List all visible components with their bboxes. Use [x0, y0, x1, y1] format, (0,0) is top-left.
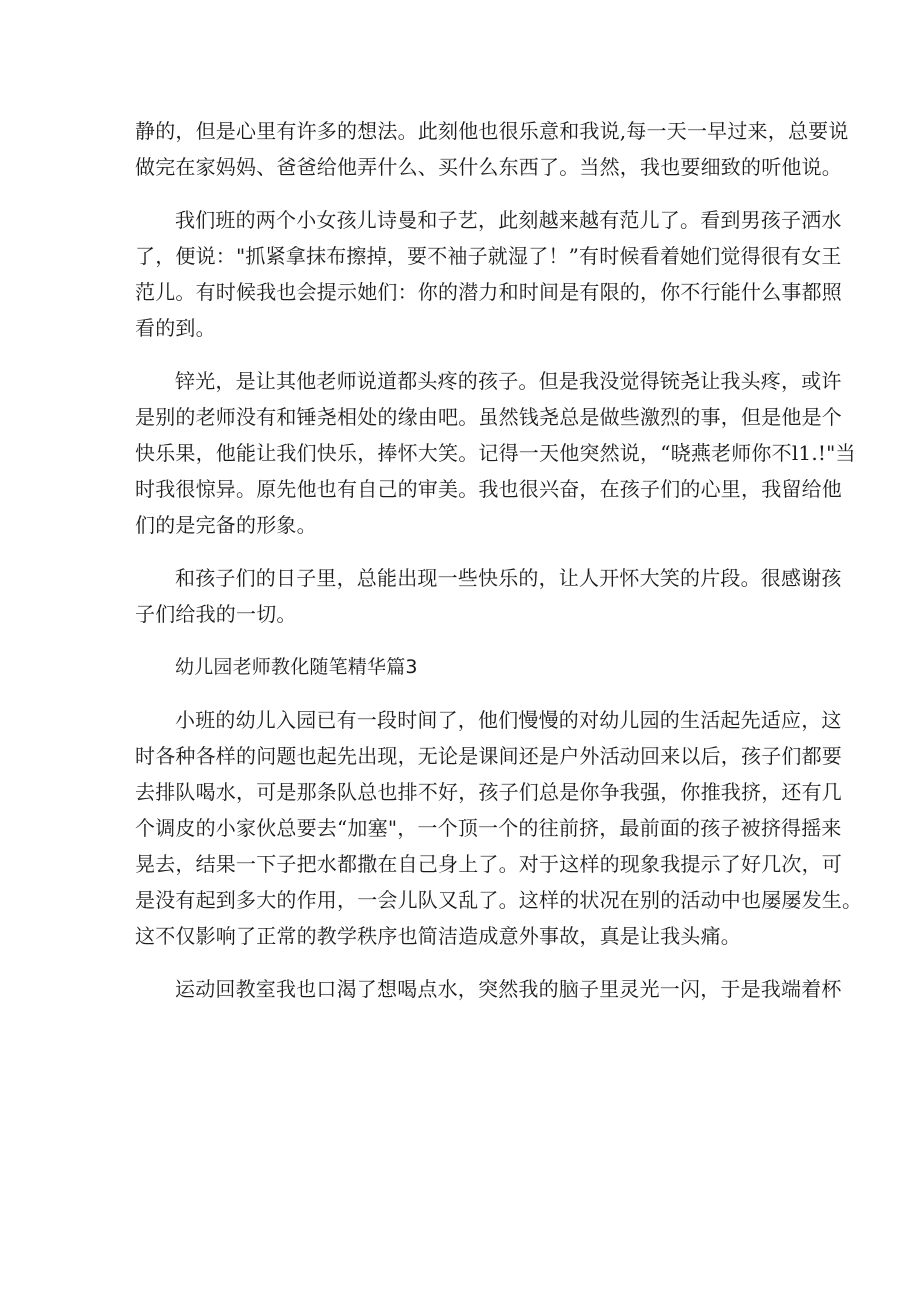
text-line: 们的是完备的形象。: [135, 513, 317, 537]
paragraph-3: [135, 363, 856, 543]
text-line: 快乐果，他能让我们快乐，捧怀大笑。记得一天他突然说，“晓燕老师你不l1.!"当: [135, 441, 856, 465]
text-line: 锌光，是让其他老师说道都头疼的孩子。但是我没觉得铳尧让我头疼，或许: [175, 369, 842, 393]
text-line: 范儿。有时候我也会提示她们：你的潜力和时间是有限的，你不行能什么事都照: [135, 280, 842, 304]
document-body: [135, 113, 863, 1024]
text-line: 去排队喝水，可是那条队总也排不好，孩子们总是你争我强，你推我挤，还有几: [135, 780, 842, 804]
text-line: 是别的老师没有和锤尧相处的缘由吧。虽然钱尧总是做些激烈的事，但是他是个: [135, 405, 842, 429]
text-line: 这不仅影响了正常的教学秩序也简洁造成意外事故，真是让我头痛。: [135, 924, 741, 948]
text-line: 是没有起到多大的作用，一会儿队又乱了。这样的状况在别的活动中也屡屡发生。: [135, 888, 863, 912]
section-heading: 幼儿园老师教化随笔精华篇3: [175, 656, 418, 678]
text-line: 静的，但是心里有许多的想法。此刻他也很乐意和我说,每一天一早过来，总要说: [135, 119, 849, 143]
text-line: 个调皮的小家伙总要去“加塞"，一个顶一个的往前挤，最前面的孩子被挤得摇来: [135, 816, 842, 840]
paragraph-5: [135, 702, 863, 954]
text-line: 小班的幼儿入园已有一段时间了，他们慢慢的对幼儿园的生活起先适应，这: [175, 708, 842, 732]
paragraph-4: [135, 560, 842, 632]
text-line: 运动回教室我也口渴了想喝点水，突然我的脑子里灵光一闪，于是我端着杯: [175, 977, 842, 1001]
paragraph-2: [135, 202, 842, 346]
paragraph-1: [135, 113, 849, 185]
text-line: 子们给我的一切。: [135, 602, 297, 626]
text-line: 时各种各样的问题也起先出现，无论是课间还是户外活动回来以后，孩子们都要: [135, 744, 842, 768]
text-line: 晃去，结果一下子把水都撒在自己身上了。对于这样的现象我提示了好几次，可: [135, 852, 842, 876]
text-line: 和孩子们的日子里，总能出现一些快乐的，让人开怀大笑的片段。很感谢孩: [175, 566, 842, 590]
text-line: 时我很惊异。原先他也有自己的审美。我也很兴奋，在孩子们的心里，我留给他: [135, 477, 842, 501]
text-line: 做完在家妈妈、爸爸给他弄什么、买什么东西了。当然，我也要细致的听他说。: [135, 155, 842, 179]
paragraph-6: [135, 971, 842, 1007]
text-line: 看的到。: [135, 316, 216, 340]
text-line: 了，便说："抓紧拿抹布擦掉，要不袖子就湿了！”有时候看着她们觉得很有女王: [135, 244, 842, 268]
text-line: 我们班的两个小女孩儿诗曼和子艺，此刻越来越有范儿了。看到男孩子洒水: [175, 208, 842, 232]
